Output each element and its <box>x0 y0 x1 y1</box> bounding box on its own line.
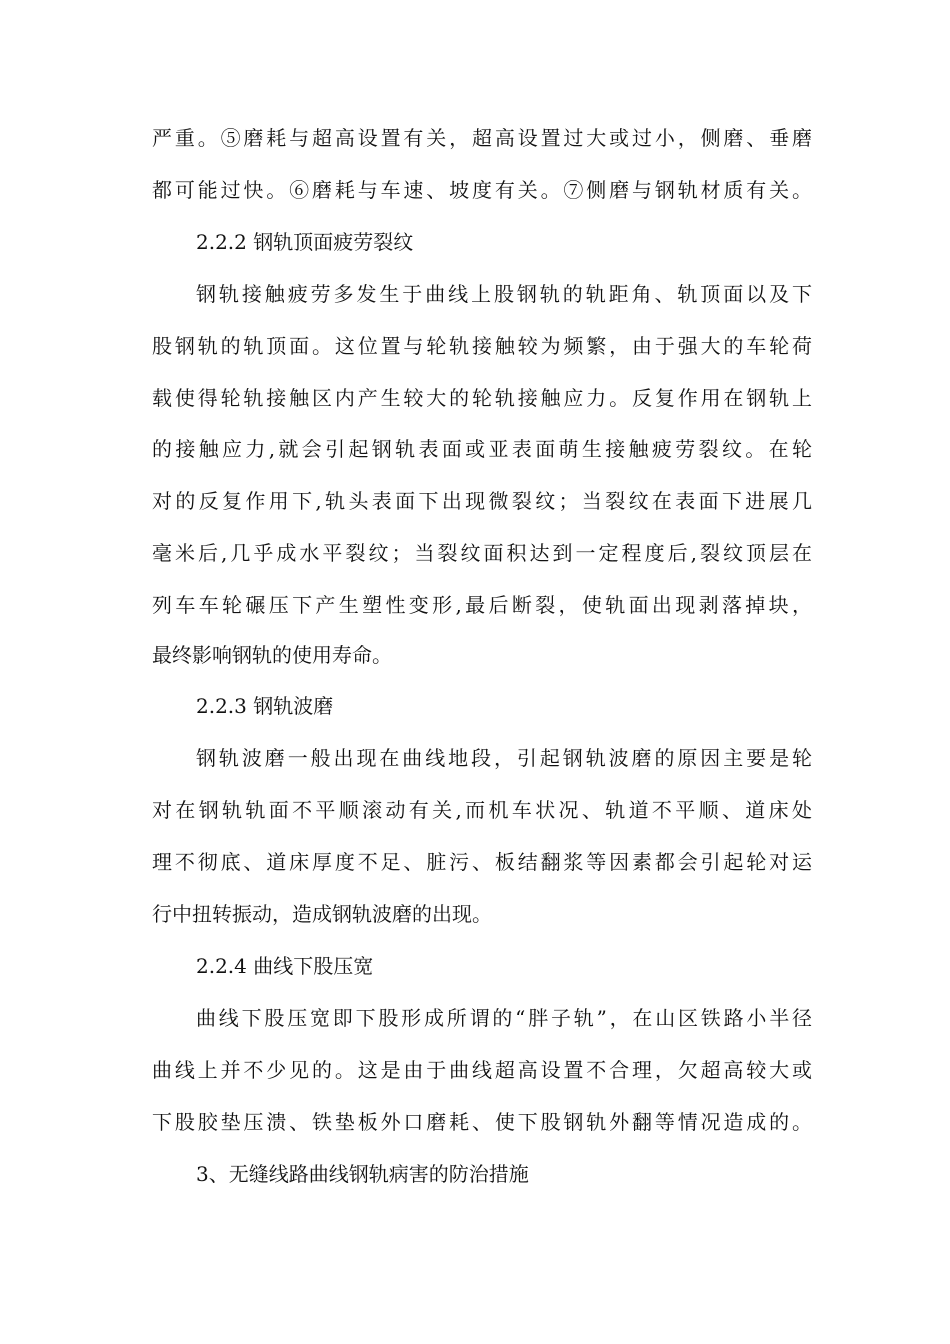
body-text-line: 行中扭转振动，造成钢轨波磨的出现。 <box>152 902 492 926</box>
body-text-line: 载使得轮轨接触区内产生较大的轮轨接触应力。反复作用在钢轨上 <box>152 386 812 410</box>
body-text-line: 曲线上并不少见的。这是由于曲线超高设置不合理，欠超高较大或 <box>152 1058 812 1082</box>
section-heading-2-2-2: 2.2.2 钢轨顶面疲劳裂纹 <box>196 230 414 254</box>
body-text-line: 列车车轮碾压下产生塑性变形,最后断裂，使轨面出现剥落掉块， <box>152 593 812 617</box>
body-text-line: 毫米后,几乎成水平裂纹；当裂纹面积达到一定程度后,裂纹顶层在 <box>152 541 812 565</box>
body-text-line: 的接触应力,就会引起钢轨表面或亚表面萌生接触疲劳裂纹。在轮 <box>152 437 812 461</box>
body-text-line: 严重。⑤磨耗与超高设置有关，超高设置过大或过小，侧磨、垂磨 <box>152 126 812 150</box>
body-text-line: 钢轨波磨一般出现在曲线地段，引起钢轨波磨的原因主要是轮 <box>196 746 812 770</box>
body-text-line: 对在钢轨轨面不平顺滚动有关,而机车状况、轨道不平顺、道床处 <box>152 798 812 822</box>
body-text-line: 对的反复作用下,轨头表面下出现微裂纹；当裂纹在表面下进展几 <box>152 489 812 513</box>
body-text-line: 曲线下股压宽即下股形成所谓的“胖子轨”，在山区铁路小半径 <box>196 1006 812 1030</box>
body-text-line: 下股胶垫压溃、铁垫板外口磨耗、使下股钢轨外翻等情况造成的。 <box>152 1110 812 1134</box>
section-heading-2-2-4: 2.2.4 曲线下股压宽 <box>196 954 374 978</box>
body-text-line: 股钢轨的轨顶面。这位置与轮轨接触较为频繁，由于强大的车轮荷 <box>152 334 812 358</box>
section-heading-2-2-3: 2.2.3 钢轨波磨 <box>196 694 334 718</box>
body-text-line: 最终影响钢轨的使用寿命。 <box>152 643 392 667</box>
section-heading-3: 3、无缝线路曲线钢轨病害的防治措施 <box>196 1162 529 1186</box>
body-text-line: 钢轨接触疲劳多发生于曲线上股钢轨的轨距角、轨顶面以及下 <box>196 282 812 306</box>
body-text-line: 理不彻底、道床厚度不足、脏污、板结翻浆等因素都会引起轮对运 <box>152 850 812 874</box>
body-text-line: 都可能过快。⑥磨耗与车速、坡度有关。⑦侧磨与钢轨材质有关。 <box>152 178 812 202</box>
